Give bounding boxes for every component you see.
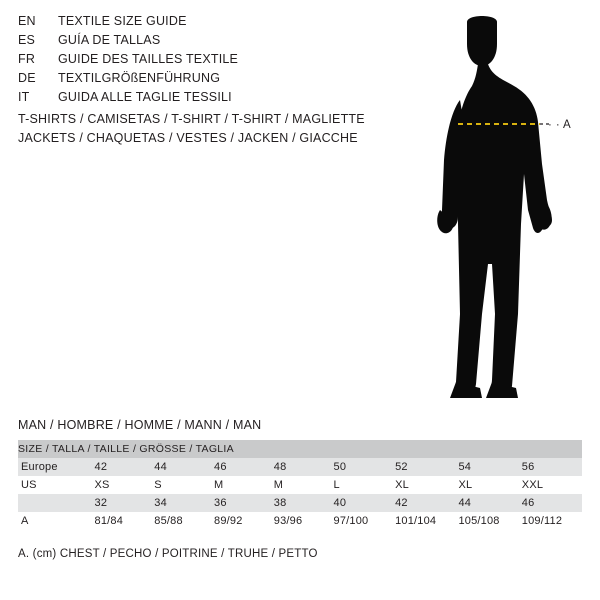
language-title: GUÍA DE TALLAS	[58, 33, 161, 47]
table-cell: XXL	[519, 476, 582, 494]
table-cell: 93/96	[271, 512, 331, 530]
language-title: GUIDA ALLE TAGLIE TESSILI	[58, 90, 232, 104]
table-cell: 34	[151, 494, 211, 512]
measurement-footnote: A. (cm) CHEST / PECHO / POITRINE / TRUHE / PETTO	[18, 548, 318, 560]
size-table	[18, 440, 582, 530]
table-cell: S	[151, 476, 211, 494]
male-silhouette-figure	[400, 14, 590, 404]
table-cell: 109/112	[519, 512, 582, 530]
silhouette-svg	[400, 14, 590, 404]
table-cell: 105/108	[455, 512, 518, 530]
table-cell: XL	[455, 476, 518, 494]
table-cell: 89/92	[211, 512, 271, 530]
language-row	[18, 52, 378, 71]
table-cell: XL	[392, 476, 455, 494]
table-row	[18, 512, 582, 530]
row-label: A	[18, 512, 92, 530]
marker-letter: A	[563, 119, 572, 131]
language-title: TEXTILE SIZE GUIDE	[58, 14, 187, 28]
language-row	[18, 71, 378, 90]
table-header-label: SIZE / TALLA / TAILLE / GRÖSSE / TAGLIA	[18, 440, 582, 458]
language-code: FR	[18, 52, 36, 66]
table-cell: M	[271, 476, 331, 494]
table-cell: 46	[211, 458, 271, 476]
table-cell: 46	[519, 494, 582, 512]
table-cell: L	[331, 476, 393, 494]
table-cell: 50	[331, 458, 393, 476]
table-section-title: MAN / HOMBRE / HOMME / MANN / MAN	[18, 418, 262, 432]
category-tshirts: T-SHIRTS / CAMISETAS / T-SHIRT / T-SHIRT / MAGLIETTE	[18, 112, 365, 126]
table-cell: XS	[92, 476, 152, 494]
row-label	[18, 494, 92, 512]
table-cell: 38	[271, 494, 331, 512]
table-cell: 32	[92, 494, 152, 512]
table-cell: 48	[271, 458, 331, 476]
table-cell: 97/100	[331, 512, 393, 530]
table-row	[18, 476, 582, 494]
chest-measure-marker-label	[548, 119, 571, 131]
language-code: EN	[18, 14, 36, 28]
table-cell: 44	[455, 494, 518, 512]
language-code: IT	[18, 90, 30, 104]
language-code: DE	[18, 71, 36, 85]
table-cell: 40	[331, 494, 393, 512]
language-title-block	[18, 14, 378, 109]
language-title: TEXTILGRÖßENFÜHRUNG	[58, 71, 221, 85]
table-cell: 56	[519, 458, 582, 476]
row-label: Europe	[18, 458, 92, 476]
table-cell: M	[211, 476, 271, 494]
marker-dots: · ·	[548, 119, 561, 131]
table-cell: 36	[211, 494, 271, 512]
table-row	[18, 494, 582, 512]
language-row	[18, 14, 378, 33]
table-cell: 52	[392, 458, 455, 476]
table-cell: 81/84	[92, 512, 152, 530]
row-label: US	[18, 476, 92, 494]
table-cell: 54	[455, 458, 518, 476]
language-row	[18, 90, 378, 109]
table-cell: 85/88	[151, 512, 211, 530]
table-header-row	[18, 440, 582, 458]
language-row	[18, 33, 378, 52]
table-cell: 44	[151, 458, 211, 476]
language-title: GUIDE DES TAILLES TEXTILE	[58, 52, 239, 66]
table-cell: 101/104	[392, 512, 455, 530]
table-cell: 42	[392, 494, 455, 512]
table-row	[18, 458, 582, 476]
garment-category-block	[18, 112, 418, 150]
category-jackets: JACKETS / CHAQUETAS / VESTES / JACKEN / GIACCHE	[18, 131, 358, 145]
language-code: ES	[18, 33, 36, 47]
table-cell: 42	[92, 458, 152, 476]
